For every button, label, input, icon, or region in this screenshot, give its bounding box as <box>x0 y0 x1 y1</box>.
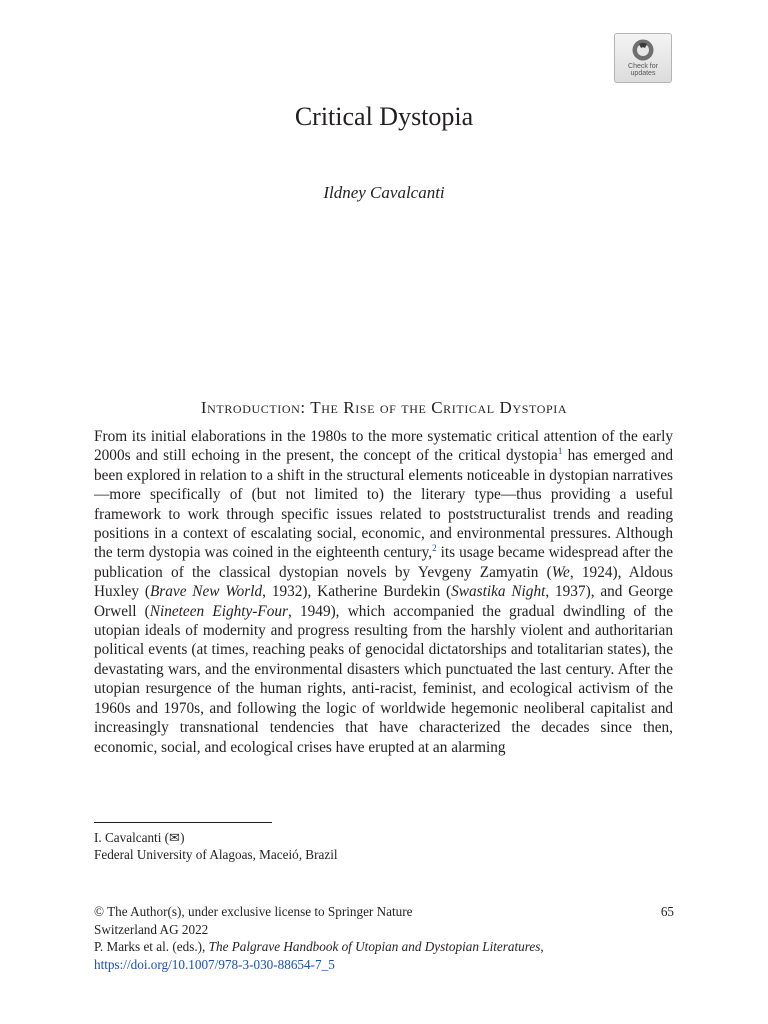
affiliation-institution: Federal University of Alagoas, Maceió, Brazil <box>94 847 338 862</box>
footnote-ref-1[interactable]: 1 <box>557 446 563 457</box>
copyright-block <box>94 903 674 973</box>
section-heading: Introduction: The Rise of the Critical Dystopia <box>200 398 568 417</box>
book-title: The Palgrave Handbook of Utopian and Dystopian Literatures <box>208 939 541 954</box>
citation-separator: , <box>540 939 544 954</box>
text-segment: , 1924), Aldous Huxley ( <box>94 563 673 601</box>
chapter-title: Critical Dystopia <box>294 102 474 131</box>
citation <box>94 938 674 973</box>
page-number: 65 <box>660 904 674 919</box>
check-for-updates-badge[interactable] <box>614 33 672 83</box>
footnote-divider <box>94 822 272 823</box>
citation-editors: P. Marks et al. (eds.), <box>94 939 209 954</box>
doi-link[interactable]: https://doi.org/10.1007/978-3-030-88654-7_5 <box>94 956 335 972</box>
author-affiliation <box>94 829 674 863</box>
text-segment: has emerged and been explored in relation to a shift in the structural elements noticeable in dystopian narratives—more specifically of (but not limited to) the literary type—thus providing a useful framework to work through specific issues related to poststructuralist trends and reading positions in a context of escalating social, economic, and environmental pressures. Although the term dystopia was coined in the eighteenth century, <box>94 447 673 562</box>
work-title: We <box>551 563 570 581</box>
check-for-updates-icon <box>630 38 656 62</box>
text-segment: From its initial elaborations in the 1980s to the more systematic critical attention of the early 2000s and still echoing in the present, the concept of the critical dystopia <box>94 428 673 465</box>
text-segment: , 1932), Katherine Burdekin ( <box>262 583 452 601</box>
work-title: Nineteen Eighty-Four <box>149 602 288 620</box>
text-segment: its usage became widespread after the publication of the classical dystopian novels by Yevgeny Zamyatin ( <box>94 544 673 581</box>
affiliation-name: I. Cavalcanti (✉) <box>94 830 185 845</box>
copyright-line-1: © The Author(s), under exclusive license to Springer Nature <box>94 904 413 919</box>
footnote-ref-2[interactable]: 2 <box>432 543 437 554</box>
body-paragraph <box>94 427 673 757</box>
badge-label-line1: Check for <box>628 63 658 70</box>
badge-label <box>628 63 658 77</box>
work-title: Brave New World <box>149 583 263 601</box>
text-segment: , 1949), which accompanied the gradual dwindling of the utopian ideals of modernity and progress resulting from the harshly violent and authoritarian political events (at times, reaching peaks of genocidal dictatorships and totalitarian states), the devastating wars, and the environmental disasters which punctuated the last century. After the utopian resurgence of the human rights, anti-racist, feminist, and ecological activism of the 1960s and 1970s, and following the logic of worldwide hegemonic neoliberal capitalist and increasingly transnational tendencies that have characterized the decades since then, economic, social, and ecological crises have erupted at an alarming <box>94 602 673 756</box>
copyright-line-2: Switzerland AG 2022 <box>94 921 209 937</box>
badge-label-line2: updates <box>630 70 656 77</box>
author-name: Ildney Cavalcanti <box>323 183 445 202</box>
work-title: Swastika Night <box>451 583 546 601</box>
text-segment: , 1937), and George Orwell ( <box>94 583 673 620</box>
